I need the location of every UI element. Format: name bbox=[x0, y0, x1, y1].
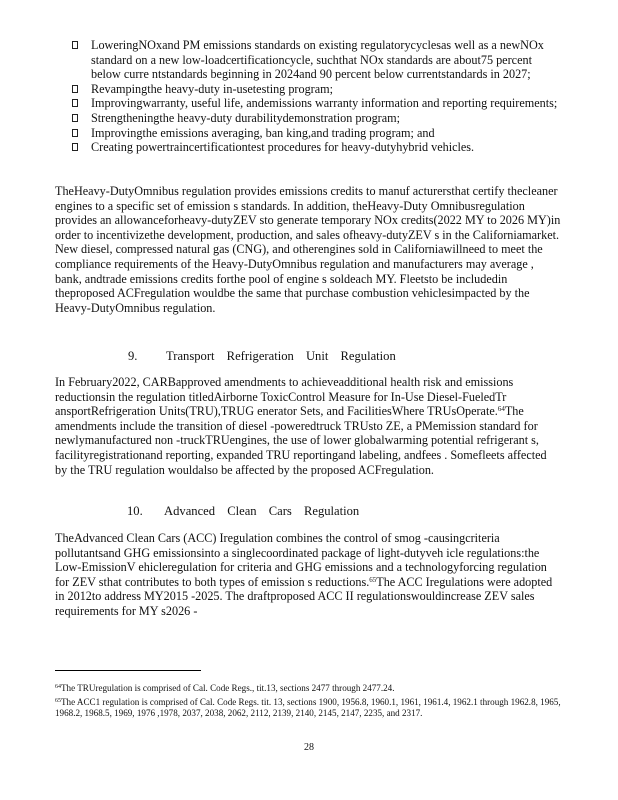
bullet-box-icon bbox=[72, 129, 78, 137]
tru-paragraph: In February2022, CARBapproved amendments to achieveadditional health risk and emissions reductionsin the regulation titledAirborne ToxicControl Measure for In-Use Diesel-FueledTr ansportRefrigeration Units(TRU),TRUG enerator Sets, and FacilitiesWhere TRUsOperate.$^{64}$The amendments include the transition of diesel -poweredtruck TRUsto ZE, a PMemission standard for newlymanufactured non -truckTRUengines, the use of lower globalwarming potential refrigerant s, facilityregistrationand reporting, expanded TRU reportingand labeling, andfees . Somefleets affected by the TRU regulation wouldalso be affected by the proposed ACFregulation. bbox=[55, 375, 547, 477]
acc-paragraph: TheAdvanced Clean Cars (ACC) Iregulation combines the control of smog -causingcriteria pollutantsand GHG emissionsinto a singlecoordinated package of light-dutyveh icle regulations:the Low-EmissionV ehicleregulation for criteria and GHG emissions and a technologyforcing regulation for ZEV sthat contributes to both types of emission s reductions.$^{65}$The ACC Iregulations were adopted in 2012to address MY2015 -2025. The draftproposed ACC II regulationswouldincrease ZEV sales requirements for MY s2026 - bbox=[55, 531, 553, 618]
bullet-box-icon bbox=[72, 143, 78, 151]
list-item: LoweringNOxand PM emissions standards on existing regulatorycyclesas well as a newNOx standard on a new low-loadcertificationcycle, suchthat NOx standards are about75 percent below curre ntstandards beginning in 2024and 90 percent below currentstandards in 2027; bbox=[58, 38, 558, 82]
list-item: Improvingthe emissions averaging, ban king,and trading program; and bbox=[58, 126, 558, 141]
bullet-box-icon bbox=[72, 99, 78, 107]
bullet-box-icon bbox=[72, 85, 78, 93]
bullet-list bbox=[58, 38, 558, 155]
page-number: 28 bbox=[304, 742, 314, 753]
footnote-divider bbox=[55, 670, 201, 671]
list-item: Improvingwarranty, useful life, andemissions warranty information and reporting requirements; bbox=[58, 96, 558, 111]
heading-number: 9. bbox=[128, 349, 138, 363]
list-item: Revampingthe heavy-duty in-usetesting program; bbox=[58, 82, 558, 97]
omnibus-paragraph: TheHeavy-DutyOmnibus regulation provides emissions credits to manuf acturersthat certify thecleaner engines to a specific set of emission s standards. In addition, theHeavy-Duty Omnibusregulation provides an allowanceforheavy-dutyZEV sto generate temporary NOx credits(2022 MY to 2026 MY)in order to incentivizethe development, production, and sales ofheavy-dutyZEV s in the Californiamarket. New diesel, compressed natural gas (CNG), and otherengines sold in Californiawillneed to meet the compliance requirements of the Heavy-DutyOmnibus regulation and manufacturers may average , bank, andtrade emissions credits forthe pool of engine s soldeach MY. Fleetsto be includedin theproposed ACFregulation wouldbe the same that purchase combustion vehiclesimpacted by the Heavy-DutyOmnibus regulation. bbox=[55, 184, 561, 315]
footnote-ref-64[interactable]: 64 bbox=[497, 405, 505, 414]
heading-title: Advanced Clean Cars Regulation bbox=[164, 504, 360, 518]
bullet-box-icon bbox=[72, 114, 78, 122]
heading-title: Transport Refrigeration Unit Regulation bbox=[166, 349, 396, 363]
heading-number: 10. bbox=[127, 504, 143, 518]
list-item: Strengtheningthe heavy-duty durabilitydemonstration program; bbox=[58, 111, 558, 126]
footnote-65: $^{65}$The ACC1 regulation is comprised of Cal. Code Regs. tit. 13, sections 1900, 1956.8, 1960.1, 1961, 1961.4, 1962.1 through 1962.8, 1965, 1968.2, 1968.5, 1969, 1976 ,1978, 2037, 2038, 2062, 2112, 2139, 2140, 2145, 2147, 2235, and 2317. bbox=[55, 697, 561, 719]
bullet-box-icon bbox=[72, 41, 78, 49]
footnote-ref-65[interactable]: 65 bbox=[369, 575, 377, 584]
footnote-64: $^{64}$The TRUregulation is comprised of Cal. Code Regs., tit.13, sections 2477 through 2477.24. bbox=[55, 683, 395, 693]
list-item: Creating powertraincertificationtest procedures for heavy-dutyhybrid vehicles. bbox=[58, 140, 558, 155]
